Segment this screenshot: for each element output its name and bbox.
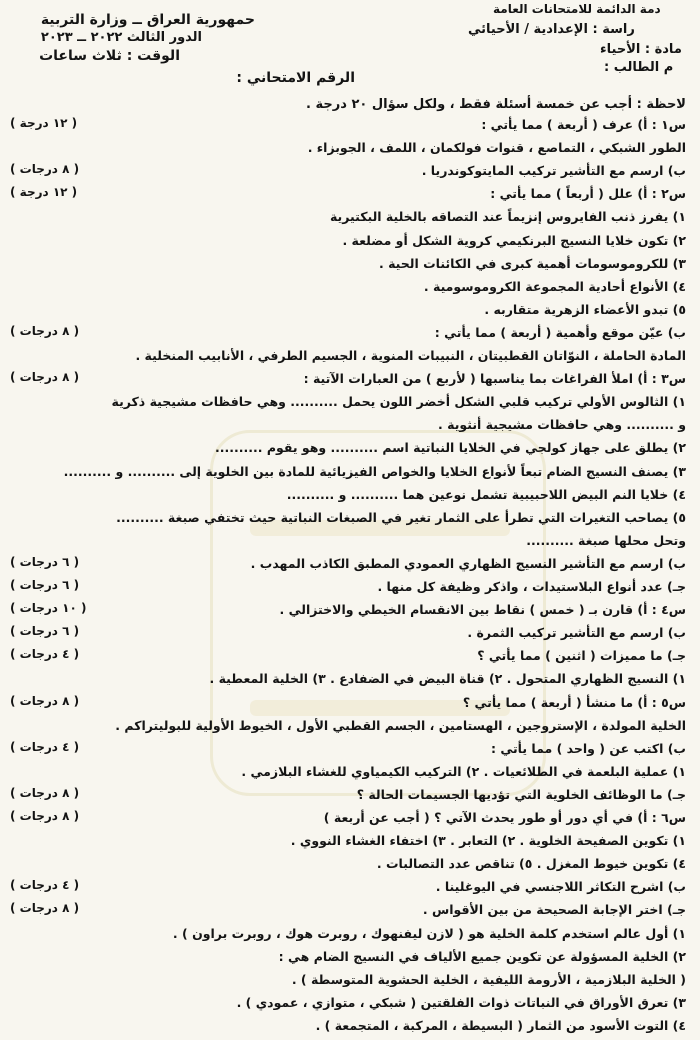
question-line: س١ : أ) عرف ( أربعة ) مما يأتي : (481, 117, 686, 132)
question-line: ٤) الأنواع أحادية المجموعة الكروموسومية . (423, 279, 686, 294)
question-line: ١) تكوين الصفيحة الخلوية . ٢) التعابر . ٣) اختفاء الغشاء النووي . (290, 833, 686, 848)
question-line: س٣ : أ) املأ الفراغات بما يناسبها ( لأربع ) من العبارات الآتية : (303, 371, 686, 386)
question-line: ٢) تكون خلايا النسيج البرنكيمي كروية الشكل أو مضلعة . (342, 233, 686, 248)
question-line: س٢ : أ) علل ( أربعاً ) مما يأتي : (490, 186, 686, 201)
score-mark: ( ٨ درجات ) (10, 162, 80, 176)
score-mark: ( ٤ درجات ) (10, 878, 80, 892)
question-line: الطور الشبكي ، التماصع ، قنوات فولكمان ، اللمف ، الجوبزاء . (307, 140, 686, 155)
question-line: ٥) يصاحب التغيرات التي تطرأ على الثمار تغير في الصبغات النباتية حيث تختفي صبغة .......... (116, 510, 686, 525)
score-mark: ( ٤ درجات ) (10, 740, 80, 754)
score-mark: ( ١٠ درجات ) (10, 601, 87, 615)
header-ministry: حمهورية العراق ــ وزارة التربية (40, 12, 255, 28)
question-line: جـ) اختر الإجابة الصحيحة من بين الأقواس . (422, 902, 686, 917)
question-line: ١) النسيج الظهاري المتحول . ٢) قناة البيض في الضفادع . ٣) الخلية المعطية . (209, 671, 686, 686)
question-line: س٦ : أ) في أي دور أو طور يحدث الآتي ؟ ( أجب عن أربعة ) (323, 810, 686, 825)
exam-number-label: الرقم الامتحاني : (236, 70, 355, 86)
header-directorate: دمة الدائمة للامتحانات العامة (493, 2, 661, 16)
question-line: ٣) يصنف النسيج الضام تبعاً لأنواع الخلايا والخواص الفيزيائية للمادة بين الخلوية إلى .......... و .......... (63, 464, 686, 479)
score-mark: ( ٨ درجات ) (10, 694, 80, 708)
header-time: الوقت : ثلاث ساعات (39, 48, 180, 64)
question-line: ب) ارسم مع التأشير تركيب المايتوكوندريا . (421, 163, 686, 178)
score-mark: ( ٨ درجات ) (10, 901, 80, 915)
question-line: ٢) يطلق على جهاز كولجي في الخلايا النباتية اسم .......... وهو يقوم .......... (215, 440, 686, 455)
score-mark: ( ١٢ درجة ) (10, 116, 78, 130)
question-line: ٤) التوت الأسود من الثمار ( البسيطة ، المركبة ، المتجمعة ) . (315, 1018, 686, 1033)
score-mark: ( ١٢ درجة ) (10, 185, 78, 199)
question-line: جـ) ما مميزات ( اثنين ) مما يأتي ؟ (477, 648, 686, 663)
score-mark: ( ٦ درجات ) (10, 555, 80, 569)
question-line: وتحل محلها صبغة .......... (526, 533, 686, 548)
question-line: س٤ : أ) قارن بـ ( خمس ) نقاط بين الانقسام الخيطي والاختزالي . (279, 602, 686, 617)
question-line: ٢) الخلية المسؤولة عن تكوين جميع الألياف في النسيج الضام هي : (278, 949, 686, 964)
score-mark: ( ٨ درجات ) (10, 370, 80, 384)
question-line: ١) أول عالم استخدم كلمة الخلية هو ( لازن ليفنهوك ، روبرت هوك ، روبرت براون ) . (172, 926, 686, 941)
question-line: ٣) تعرق الأوراق في النباتات ذوات الفلقتين ( شبكي ، متوازي ، عمودي ) . (236, 995, 686, 1010)
question-line: ١) يفرز ذنب الفايروس إنزيماً عند التصاقه بالخلية البكتيرية (329, 209, 686, 224)
question-line: ( الخلية البلازمية ، الأرومة الليفية ، الخلية الحشوية المتوسطة ) . (291, 972, 686, 987)
score-mark: ( ٦ درجات ) (10, 578, 80, 592)
question-line: ٣) للكروموسومات أهمية كبرى في الكائنات الحية . (379, 256, 686, 271)
question-line: ب) اشرح التكاثر اللاجنسي في اليوغلينا . (435, 879, 686, 894)
question-line: ٥) تبدو الأعضاء الزهرية متقاربه . (484, 302, 686, 317)
question-line: المادة الحاملة ، النوّاتان القطبيتان ، النبيبات المنوية ، الجسيم الطرفي ، الأنابيب المنخلية . (135, 348, 686, 363)
question-line: ٤) خلايا النم البيض اللاحبيبية تشمل نوعين هما .......... و .......... (286, 487, 686, 502)
score-mark: ( ٦ درجات ) (10, 624, 80, 638)
question-line: ب) ارسم مع التأشير النسيج الظهاري العمودي المطبق الكاذب المهدب . (250, 556, 686, 571)
question-line: و .......... وهي حافظات مشيجية أنثوية . (438, 417, 686, 432)
header-subject: مادة : الأحياء (600, 42, 682, 57)
question-line: ب) اكتب عن ( واحد ) مما يأتي : (490, 741, 686, 756)
question-line: ١) الثالوس الأولي تركيب قلبي الشكل أخضر اللون يحمل .......... وهي حافظات مشيجية ذكرية (111, 394, 686, 409)
score-mark: ( ٤ درجات ) (10, 647, 80, 661)
header-study: راسة : الإعدادية / الأحيائي (468, 22, 635, 37)
question-line: جـ) ما الوظائف الخلوية التي تؤديها الجسيمات الحالة ؟ (356, 787, 686, 802)
question-line: س٥ : أ) ما منشأ ( أربعة ) مما يأتي ؟ (462, 695, 686, 710)
header-student-name: م الطالب : (604, 60, 674, 75)
question-line: الخلية المولدة ، الإستروجين ، الهستامين ، الجسم القطبي الأول ، الخيوط الأولية للبوليتراكم . (115, 718, 686, 733)
score-mark: ( ٨ درجات ) (10, 786, 80, 800)
header-round: الدور الثالث ٢٠٢٢ ــ ٢٠٢٣ (40, 30, 202, 45)
question-line: ب) ارسم مع التأشير تركيب الثمرة . (467, 625, 686, 640)
instruction-note: لاحظة : أجب عن خمسة أسئلة فقط ، ولكل سؤال ٢٠ درجة . (306, 97, 686, 112)
score-mark: ( ٨ درجات ) (10, 324, 80, 338)
question-line: ١) عملية البلعمة في الطلائعيات . ٢) التركيب الكيمياوي للغشاء البلازمي . (241, 764, 686, 779)
score-mark: ( ٨ درجات ) (10, 809, 80, 823)
question-line: ب) عيّن موقع وأهمية ( أربعة ) مما يأتي : (434, 325, 686, 340)
question-line: جـ) عدد أنواع البلاستيدات ، واذكر وظيفة كل منها . (377, 579, 686, 594)
question-line: ٤) تكوين خيوط المغزل . ٥) تناقص عدد التصالبات . (376, 856, 686, 871)
